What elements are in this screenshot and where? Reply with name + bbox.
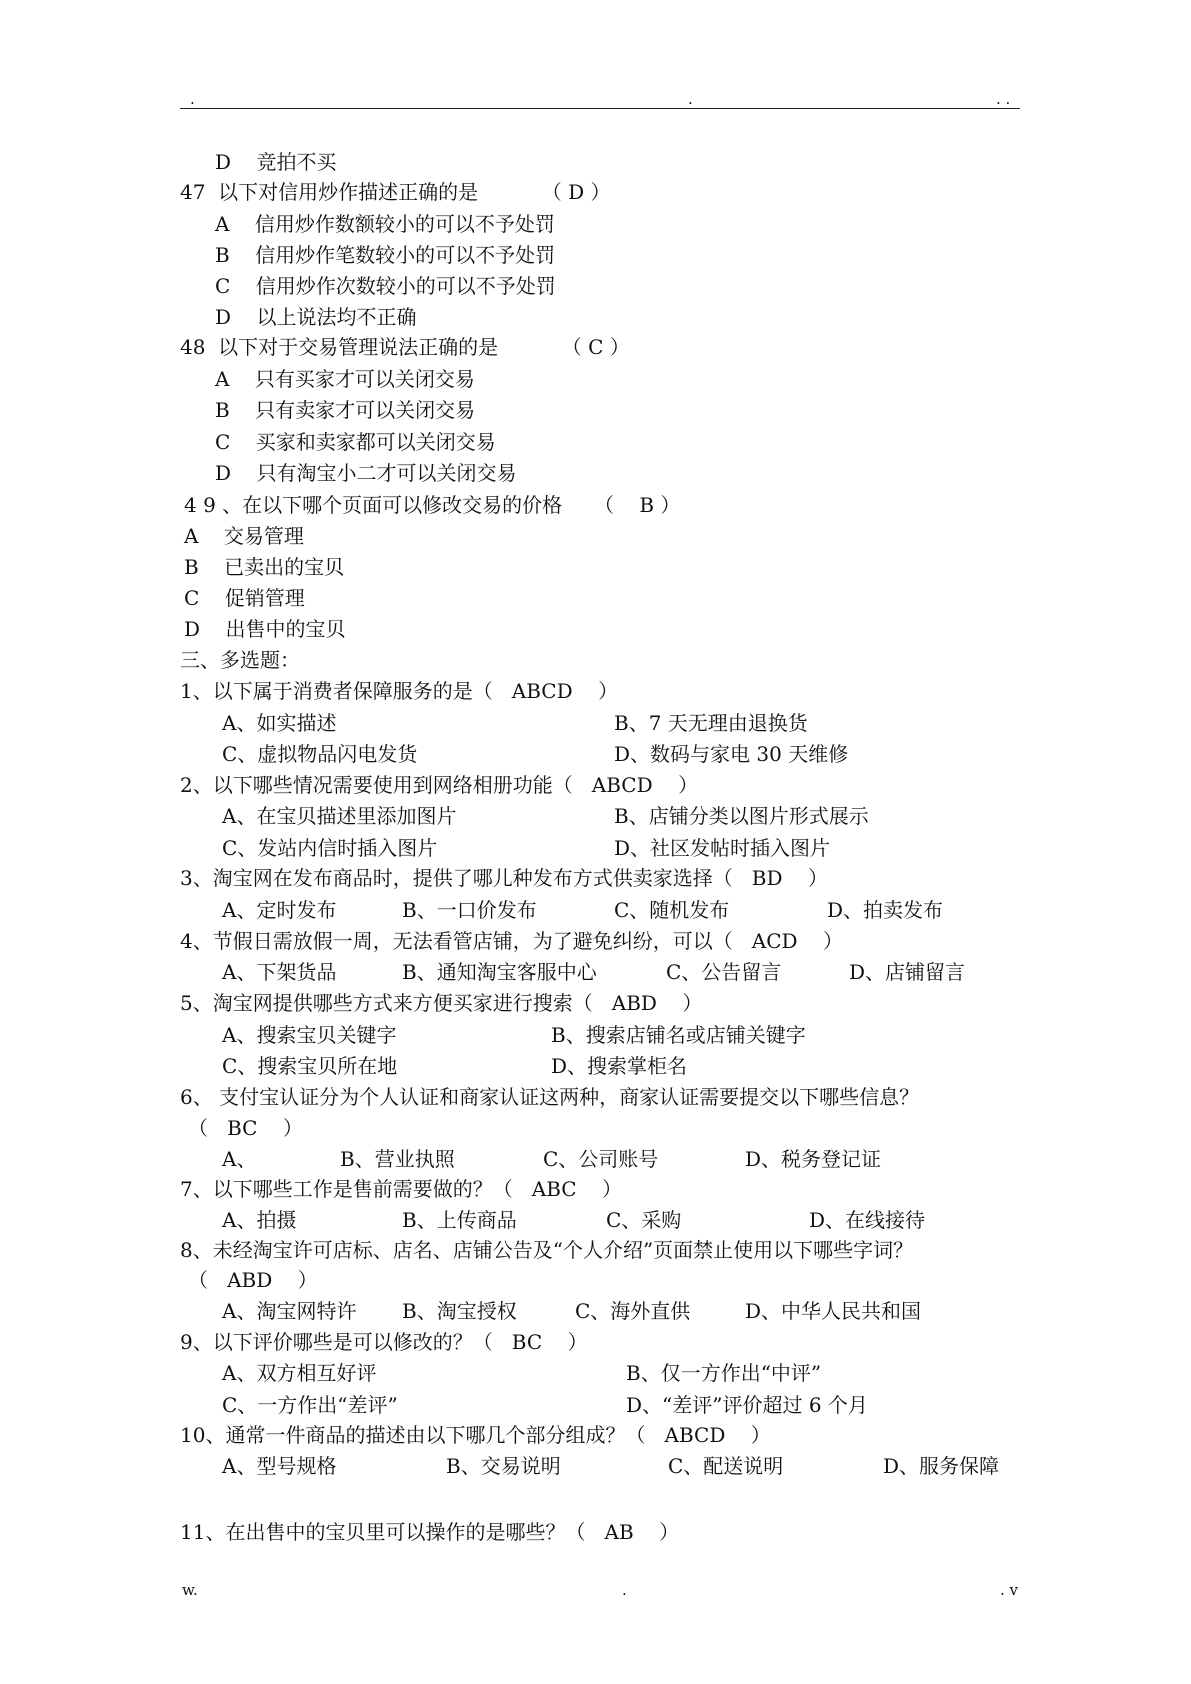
option-text: B、通知淘宝客服中心 [402, 960, 597, 984]
option-text: C、海外直供 [575, 1299, 691, 1323]
option-text: B、一口价发布 [402, 898, 537, 922]
footer-left: w. [182, 1581, 198, 1599]
option-text: B、淘宝授权 [402, 1299, 517, 1323]
text-line: D 只有淘宝小二才可以关闭交易 [215, 461, 517, 485]
option-text: B、仅一方作出“中评” [626, 1361, 822, 1385]
option-text: C、搜索宝贝所在地 [222, 1054, 398, 1078]
question-11: 11、在出售中的宝贝里可以操作的是哪些？（ AB ） [180, 1520, 680, 1544]
option-text: A、如实描述 [222, 711, 337, 735]
question-4: 4、节假日需放假一周，无法看管店铺，为了避免纠纷，可以（ ACD ） [180, 929, 844, 953]
option-text: D、在线接待 [809, 1208, 926, 1232]
option-text: D、数码与家电 30 天维修 [614, 742, 849, 766]
text-line: A 只有买家才可以关闭交易 [215, 367, 475, 391]
question-2: 2、以下哪些情况需要使用到网络相册功能（ ABCD ） [180, 773, 699, 797]
question-49: 4 9 、在以下哪个页面可以修改交易的价格 （ B ） [184, 493, 681, 517]
question-1: 1、以下属于消费者保障服务的是（ ABCD ） [180, 679, 619, 703]
option-text: A、双方相互好评 [222, 1361, 377, 1385]
option-text: D、拍卖发布 [827, 898, 944, 922]
option-text: D、社区发帖时插入图片 [614, 836, 831, 860]
section-heading: 三、多选题： [180, 648, 300, 672]
footer-center: . [622, 1581, 627, 1599]
text-line: C 买家和卖家都可以关闭交易 [215, 430, 496, 454]
option-text: D、店铺留言 [849, 960, 966, 984]
option-text: B、7 天无理由退换货 [614, 711, 808, 735]
option-text: B、店铺分类以图片形式展示 [614, 804, 869, 828]
text-line: B 已卖出的宝贝 [184, 555, 345, 579]
text-line: A 交易管理 [184, 524, 304, 548]
text-line: B 信用炒作笔数较小的可以不予处罚 [215, 243, 556, 267]
header-dot-left: . [190, 90, 195, 108]
header-dot-center: . [688, 90, 693, 108]
option-text: D、服务保障 [883, 1454, 1000, 1478]
question-9: 9、以下评价哪些是可以修改的？（ BC ） [180, 1330, 588, 1354]
text-line: A 信用炒作数额较小的可以不予处罚 [215, 212, 555, 236]
text-line: C 信用炒作次数较小的可以不予处罚 [215, 274, 556, 298]
option-text: A、拍摄 [222, 1208, 297, 1232]
text-line: D 出售中的宝贝 [184, 617, 346, 641]
footer-right: . v [1000, 1581, 1019, 1599]
option-text: C、公司账号 [543, 1147, 659, 1171]
option-text: C、发站内信时插入图片 [222, 836, 438, 860]
option-text: D、税务登记证 [745, 1147, 882, 1171]
answer-text: （ ABD ） [188, 1268, 318, 1292]
option-text: B、上传商品 [402, 1208, 517, 1232]
option-text: C、虚拟物品闪电发货 [222, 742, 418, 766]
question-8: 8、未经淘宝许可店标、店名、店铺公告及“个人介绍”页面禁止使用以下哪些字词？ [180, 1238, 914, 1262]
option-text: A、搜索宝贝关键字 [222, 1023, 397, 1047]
question-48: 48 以下对于交易管理说法正确的是 （ C ） [180, 335, 630, 359]
option-text: C、配送说明 [668, 1454, 784, 1478]
option-text: D、中华人民共和国 [745, 1299, 922, 1323]
question-5: 5、淘宝网提供哪些方式来方便买家进行搜索（ ABD ） [180, 991, 703, 1015]
option-text: C、采购 [606, 1208, 682, 1232]
text-line: B 只有卖家才可以关闭交易 [215, 398, 476, 422]
answer-text: （ BC ） [188, 1116, 303, 1140]
option-text: C、公告留言 [666, 960, 782, 984]
text-line: D 以上说法均不正确 [215, 305, 417, 329]
option-text: B、营业执照 [340, 1147, 455, 1171]
option-text: C、随机发布 [614, 898, 730, 922]
header-dot-right: . . [996, 90, 1011, 108]
question-10: 10、通常一件商品的描述由以下哪几个部分组成？（ ABCD ） [180, 1423, 771, 1447]
question-47: 47 以下对信用炒作描述正确的是 （ D ） [180, 180, 611, 204]
option-text: D、搜索掌柜名 [551, 1054, 688, 1078]
text-line: D 竞拍不买 [215, 150, 337, 174]
option-text: B、搜索店铺名或店铺关键字 [551, 1023, 806, 1047]
option-text: A、型号规格 [222, 1454, 337, 1478]
option-text: A、定时发布 [222, 898, 337, 922]
option-text: A、在宝贝描述里添加图片 [222, 804, 457, 828]
option-text: D、“差评”评价超过 6 个月 [626, 1393, 868, 1417]
question-3: 3、淘宝网在发布商品时，提供了哪儿种发布方式供卖家选择（ BD ） [180, 866, 828, 890]
option-text: B、交易说明 [446, 1454, 561, 1478]
option-text: A、 [222, 1147, 257, 1171]
question-6: 6、 支付宝认证分为个人认证和商家认证这两种，商家认证需要提交以下哪些信息？ [180, 1085, 920, 1109]
option-text: A、下架货品 [222, 960, 337, 984]
header-rule [180, 108, 1020, 109]
option-text: C、一方作出“差评” [222, 1393, 398, 1417]
option-text: A、淘宝网特许 [222, 1299, 357, 1323]
question-7: 7、以下哪些工作是售前需要做的？（ ABC ） [180, 1177, 623, 1201]
text-line: C 促销管理 [184, 586, 305, 610]
